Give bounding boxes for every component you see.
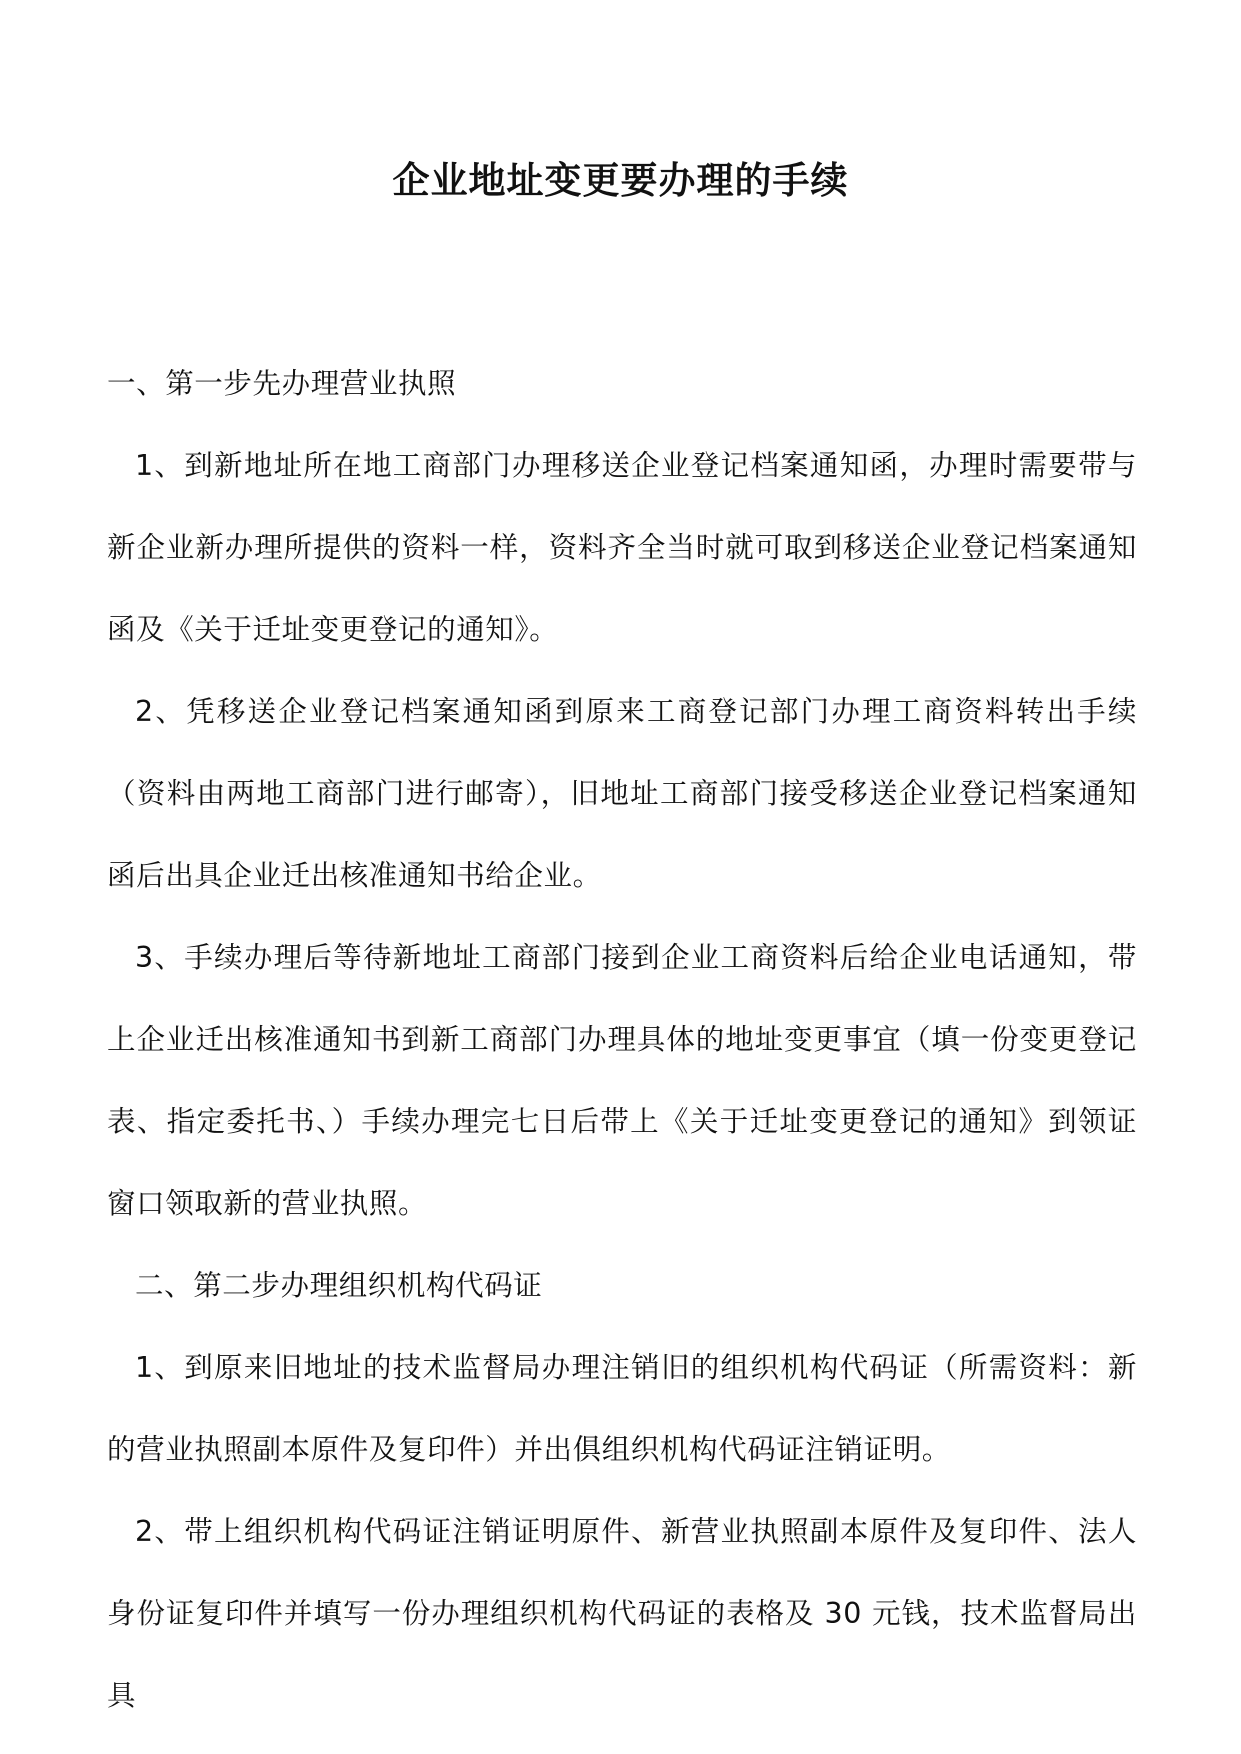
section-heading-step-1: 一、第一步先办理营业执照 <box>107 367 457 400</box>
paragraph-step-1-item-3: 3、手续办理后等待新地址工商部门接到企业工商资料后给企业电话通知，带上企业迁出核准通知书到新工商部门办理具体的地址变更事宜（填一份变更登记表、指定委托书、）手续办理完七日后带上《关于迁址变更登记的通知》到领证窗口领取新的营业执照。 <box>107 941 1137 1220</box>
paragraph-step-1-item-2: 2、凭移送企业登记档案通知函到原来工商登记部门办理工商资料转出手续（资料由两地工商部门进行邮寄），旧地址工商部门接受移送企业登记档案通知函后出具企业迁出核准通知书给企业。 <box>107 695 1137 892</box>
paragraph-step-2-item-1: 1、到原来旧地址的技术监督局办理注销旧的组织机构代码证（所需资料：新的营业执照副本原件及复印件）并出俱组织机构代码证注销证明。 <box>107 1351 1137 1466</box>
section-heading-step-2: 二、第二步办理组织机构代码证 <box>135 1269 543 1302</box>
document-body <box>107 343 1137 1737</box>
paragraph-step-2-item-2: 2、带上组织机构代码证注销证明原件、新营业执照副本原件及复印件、法人身份证复印件并填写一份办理组织机构代码证的表格及 30 元钱，技术监督局出具 <box>107 1515 1137 1712</box>
document-title: 企业地址变更要办理的手续 <box>392 158 849 202</box>
paragraph-step-1-item-1: 1、到新地址所在地工商部门办理移送企业登记档案通知函，办理时需要带与新企业新办理所提供的资料一样，资料齐全当时就可取到移送企业登记档案通知函及《关于迁址变更登记的通知》。 <box>107 449 1137 646</box>
